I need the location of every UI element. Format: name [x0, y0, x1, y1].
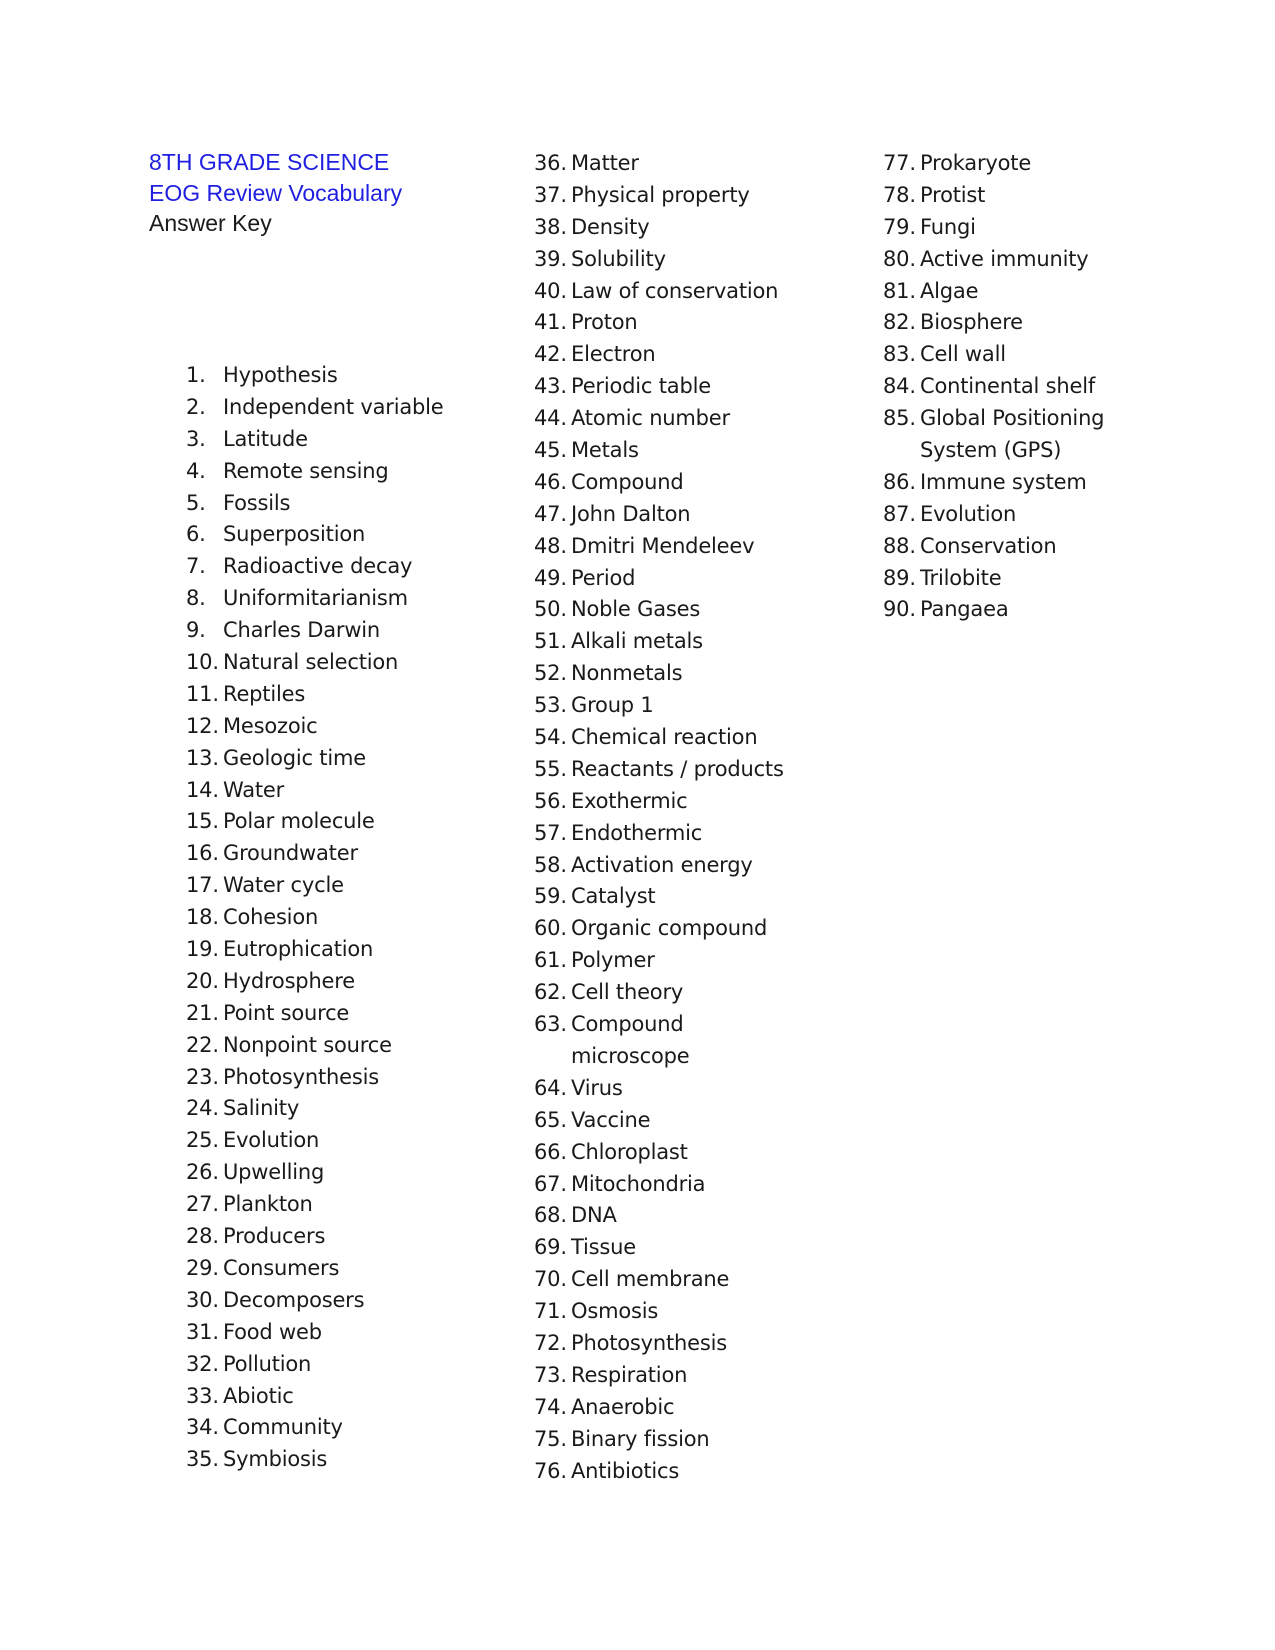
vocab-number: 40. [534, 278, 567, 303]
vocab-item [534, 1232, 784, 1264]
vocab-item [534, 1073, 784, 1105]
vocab-item [186, 583, 444, 615]
vocab-number: 52. [534, 661, 567, 686]
vocab-item [186, 1317, 444, 1349]
vocab-item [186, 551, 444, 583]
vocab-number: 29. [186, 1255, 219, 1280]
vocab-item [534, 1264, 784, 1296]
vocab-item [883, 212, 1104, 244]
vocab-number: 70. [534, 1267, 567, 1292]
vocab-number: 69. [534, 1235, 567, 1260]
vocab-term: Active immunity [920, 246, 1089, 271]
vocab-item [534, 1328, 784, 1360]
vocab-number: 86. [883, 469, 916, 494]
vocab-term: Periodic table [571, 374, 711, 399]
vocab-number: 7. [186, 554, 206, 579]
vocab-number: 5. [186, 490, 206, 515]
vocab-number: 56. [534, 788, 567, 813]
vocab-term: Metals [571, 438, 639, 463]
vocab-item [534, 1169, 784, 1201]
vocab-number: 17. [186, 873, 219, 898]
vocab-number: 42. [534, 342, 567, 367]
vocab-item [186, 1093, 444, 1125]
vocab-term: Decomposers [223, 1287, 365, 1312]
vocab-item [186, 679, 444, 711]
vocab-number: 62. [534, 980, 567, 1005]
vocab-number: 10. [186, 650, 219, 675]
vocab-term: Chemical reaction [571, 725, 758, 750]
vocab-item [883, 371, 1104, 403]
vocab-item [186, 838, 444, 870]
vocab-item [883, 148, 1104, 180]
vocab-number: 12. [186, 713, 219, 738]
vocab-number: 58. [534, 852, 567, 877]
vocab-number: 28. [186, 1224, 219, 1249]
vocab-term: Symbiosis [223, 1447, 328, 1472]
vocab-term: Reactants / products [571, 756, 784, 781]
vocab-number: 4. [186, 458, 206, 483]
vocab-number: 21. [186, 1000, 219, 1025]
vocab-term: Upwelling [223, 1160, 325, 1185]
vocab-term: Natural selection [223, 650, 399, 675]
vocab-item [186, 1444, 444, 1476]
vocab-term: Radioactive decay [223, 554, 413, 579]
vocab-item [186, 902, 444, 934]
vocab-item [186, 934, 444, 966]
vocab-term: Cell membrane [571, 1267, 730, 1292]
vocab-item [534, 786, 784, 818]
vocab-term: Latitude [223, 426, 308, 451]
vocab-term: Physical property [571, 182, 750, 207]
vocab-number: 30. [186, 1287, 219, 1312]
title-grade: 8TH GRADE SCIENCE [149, 149, 390, 175]
vocab-item [186, 806, 444, 838]
vocab-number: 50. [534, 597, 567, 622]
vocab-term: Immune system [920, 469, 1087, 494]
vocab-term: Reptiles [223, 681, 306, 706]
vocab-item [883, 499, 1104, 531]
vocab-term: Fungi [920, 214, 976, 239]
vocab-number: 37. [534, 182, 567, 207]
vocab-item [534, 435, 784, 467]
vocab-term: Atomic number [571, 406, 730, 431]
vocab-term: Binary fission [571, 1426, 710, 1451]
vocab-number: 3. [186, 426, 206, 451]
vocab-number: 8. [186, 586, 206, 611]
vocab-item [534, 1424, 784, 1456]
vocab-item [534, 850, 784, 882]
vocab-number: 53. [534, 693, 567, 718]
vocab-term: John Dalton [571, 501, 691, 526]
vocab-number: 14. [186, 777, 219, 802]
vocab-term: Cell wall [920, 342, 1006, 367]
vocab-item [534, 754, 784, 786]
vocab-number: 51. [534, 629, 567, 654]
vocab-item [883, 594, 1104, 626]
vocab-term: Biosphere [920, 310, 1023, 335]
vocab-term: Food web [223, 1319, 322, 1344]
vocab-term: Hydrosphere [223, 968, 355, 993]
vocab-term: Compound [571, 1012, 684, 1037]
vocab-number: 34. [186, 1415, 219, 1440]
vocab-number: 88. [883, 533, 916, 558]
vocab-number: 63. [534, 1012, 567, 1037]
vocab-item [534, 1296, 784, 1328]
vocab-item [883, 467, 1104, 499]
vocab-number: 20. [186, 968, 219, 993]
vocab-number: 45. [534, 438, 567, 463]
vocab-number: 35. [186, 1447, 219, 1472]
vocab-term: Respiration [571, 1362, 688, 1387]
vocab-term: Eutrophication [223, 937, 374, 962]
vocab-number: 23. [186, 1064, 219, 1089]
title-subject: EOG Review Vocabulary [149, 180, 403, 206]
vocab-number: 26. [186, 1160, 219, 1185]
vocab-number: 41. [534, 310, 567, 335]
vocab-number: 80. [883, 246, 916, 271]
vocab-item [186, 1062, 444, 1094]
vocab-item [534, 977, 784, 1009]
vocab-term: Polar molecule [223, 809, 375, 834]
vocab-term: Protist [920, 182, 986, 207]
vocab-term: Salinity [223, 1096, 300, 1121]
vocab-item [186, 1412, 444, 1444]
vocab-number: 64. [534, 1075, 567, 1100]
vocab-number: 18. [186, 905, 219, 930]
vocab-number: 61. [534, 948, 567, 973]
vocab-number: 48. [534, 533, 567, 558]
vocab-term: Density [571, 214, 650, 239]
vocab-term: Law of conservation [571, 278, 779, 303]
vocab-term: microscope [571, 1043, 690, 1068]
vocab-number: 36. [534, 151, 567, 175]
vocab-item [186, 1381, 444, 1413]
vocab-term: System (GPS) [920, 438, 1062, 463]
vocab-item [534, 1392, 784, 1424]
vocab-term: Geologic time [223, 745, 366, 770]
vocab-number: 57. [534, 820, 567, 845]
vocab-item [186, 1157, 444, 1189]
vocab-item [534, 1105, 784, 1137]
vocab-item [534, 594, 784, 626]
vocab-term: DNA [571, 1203, 617, 1228]
vocab-term: Water [223, 777, 285, 802]
vocab-item [883, 563, 1104, 595]
vocab-term: Algae [920, 278, 979, 303]
vocab-item [534, 658, 784, 690]
vocab-number: 89. [883, 565, 916, 590]
vocab-term: Pollution [223, 1351, 312, 1376]
vocab-term: Uniformitarianism [223, 586, 408, 611]
vocab-number: 73. [534, 1362, 567, 1387]
vocab-term: Community [223, 1415, 343, 1440]
vocab-number: 43. [534, 374, 567, 399]
vocab-term: Organic compound [571, 916, 768, 941]
vocab-term: Matter [571, 151, 639, 175]
vocab-term: Plankton [223, 1192, 313, 1217]
vocab-number: 71. [534, 1299, 567, 1324]
vocab-number: 15. [186, 809, 219, 834]
vocab-term: Virus [571, 1075, 623, 1100]
vocab-item [534, 1009, 784, 1041]
vocab-item [186, 711, 444, 743]
vocab-term: Antibiotics [571, 1458, 680, 1483]
vocab-number: 47. [534, 501, 567, 526]
vocab-item [534, 307, 784, 339]
vocab-item [534, 212, 784, 244]
vocab-term: Pangaea [920, 597, 1009, 622]
vocab-term: Water cycle [223, 873, 344, 898]
vocab-term: Compound [571, 469, 684, 494]
vocab-term: Group 1 [571, 693, 654, 718]
vocab-item [534, 339, 784, 371]
vocab-number: 38. [534, 214, 567, 239]
vocab-number: 33. [186, 1383, 219, 1408]
vocab-number: 9. [186, 618, 206, 643]
vocab-term: Dmitri Mendeleev [571, 533, 755, 558]
vocab-column-2 [534, 148, 784, 1487]
vocab-number: 44. [534, 406, 567, 431]
vocab-item [534, 499, 784, 531]
vocab-item [534, 818, 784, 850]
vocab-number: 19. [186, 937, 219, 962]
vocab-item [534, 371, 784, 403]
vocab-term: Charles Darwin [223, 618, 381, 643]
vocab-term: Photosynthesis [223, 1064, 379, 1089]
vocab-number: 60. [534, 916, 567, 941]
vocab-item [186, 1285, 444, 1317]
vocab-item [534, 881, 784, 913]
vocab-item [186, 615, 444, 647]
vocab-number: 2. [186, 394, 206, 419]
vocab-number: 16. [186, 841, 219, 866]
vocab-term: Catalyst [571, 884, 656, 909]
vocab-item [883, 180, 1104, 212]
vocab-item [534, 276, 784, 308]
vocab-number: 79. [883, 214, 916, 239]
vocab-number: 59. [534, 884, 567, 909]
title-answer-key: Answer Key [149, 210, 272, 236]
vocab-item [534, 1137, 784, 1169]
vocab-item [186, 392, 444, 424]
vocab-term: Producers [223, 1224, 326, 1249]
vocab-term: Evolution [223, 1128, 320, 1153]
vocab-item [534, 180, 784, 212]
vocab-number: 49. [534, 565, 567, 590]
vocab-number: 68. [534, 1203, 567, 1228]
vocab-number: 27. [186, 1192, 219, 1217]
vocab-number: 31. [186, 1319, 219, 1344]
vocab-number: 39. [534, 246, 567, 271]
vocab-item [534, 403, 784, 435]
vocab-item [186, 870, 444, 902]
vocab-number: 24. [186, 1096, 219, 1121]
vocab-number: 90. [883, 597, 916, 622]
vocab-item [534, 690, 784, 722]
vocab-term: Hypothesis [223, 363, 338, 387]
vocab-number: 76. [534, 1458, 567, 1483]
vocab-item [186, 360, 444, 392]
vocab-item [534, 1200, 784, 1232]
vocab-item [186, 424, 444, 456]
vocab-term: Polymer [571, 948, 655, 973]
vocab-item [186, 966, 444, 998]
vocab-item [186, 1189, 444, 1221]
vocab-term: Anaerobic [571, 1394, 675, 1419]
vocab-number: 67. [534, 1171, 567, 1196]
vocab-number: 54. [534, 725, 567, 750]
vocab-number: 6. [186, 522, 206, 547]
vocab-term: Noble Gases [571, 597, 701, 622]
vocab-item [186, 1349, 444, 1381]
vocab-number: 78. [883, 182, 916, 207]
vocab-term: Prokaryote [920, 151, 1032, 175]
vocab-item [883, 244, 1104, 276]
vocab-term: Chloroplast [571, 1139, 688, 1164]
vocab-item [534, 626, 784, 658]
vocab-term: Consumers [223, 1255, 340, 1280]
vocab-term: Mitochondria [571, 1171, 706, 1196]
vocab-item [186, 1221, 444, 1253]
vocab-item [883, 339, 1104, 371]
vocab-term: Point source [223, 1000, 350, 1025]
vocab-number: 72. [534, 1330, 567, 1355]
vocab-term: Activation energy [571, 852, 753, 877]
vocab-number: 83. [883, 342, 916, 367]
vocab-term: Fossils [223, 490, 291, 515]
vocab-term: Global Positioning [920, 406, 1105, 431]
vocab-item [883, 307, 1104, 339]
vocab-term: Alkali metals [571, 629, 703, 654]
vocab-item [186, 1253, 444, 1285]
vocab-item [534, 1456, 784, 1488]
vocab-term: Tissue [571, 1235, 636, 1260]
vocab-term: Vaccine [571, 1107, 651, 1132]
vocab-item [534, 1360, 784, 1392]
vocab-number: 22. [186, 1032, 219, 1057]
vocab-term: Solubility [571, 246, 666, 271]
vocab-item [186, 775, 444, 807]
vocab-item [883, 435, 1104, 467]
vocab-item [186, 743, 444, 775]
vocab-item [883, 531, 1104, 563]
vocab-item [534, 913, 784, 945]
vocab-item [186, 1125, 444, 1157]
vocab-term: Cell theory [571, 980, 684, 1005]
vocab-item [534, 722, 784, 754]
vocab-term: Superposition [223, 522, 366, 547]
vocab-item [186, 519, 444, 551]
vocab-column-1 [186, 360, 444, 1476]
vocab-term: Nonmetals [571, 661, 683, 686]
vocab-column-3 [883, 148, 1104, 626]
vocab-item [186, 488, 444, 520]
vocab-term: Groundwater [223, 841, 358, 866]
vocab-term: Continental shelf [920, 374, 1096, 399]
vocab-number: 81. [883, 278, 916, 303]
vocab-item [534, 531, 784, 563]
vocab-term: Conservation [920, 533, 1057, 558]
vocab-item [534, 148, 784, 180]
vocab-number: 46. [534, 469, 567, 494]
vocab-item [534, 563, 784, 595]
vocab-term: Exothermic [571, 788, 688, 813]
vocab-item [186, 998, 444, 1030]
vocab-term: Trilobite [920, 565, 1002, 590]
vocab-number: 65. [534, 1107, 567, 1132]
vocab-item [534, 467, 784, 499]
vocab-term: Photosynthesis [571, 1330, 727, 1355]
vocab-item [186, 647, 444, 679]
vocab-item [186, 1030, 444, 1062]
vocab-term: Evolution [920, 501, 1017, 526]
vocab-number: 85. [883, 406, 916, 431]
vocab-number: 87. [883, 501, 916, 526]
vocab-term: Mesozoic [223, 713, 318, 738]
vocab-number: 75. [534, 1426, 567, 1451]
vocab-number: 11. [186, 681, 219, 706]
vocab-number: 13. [186, 745, 219, 770]
vocab-term: Period [571, 565, 636, 590]
vocab-number: 55. [534, 756, 567, 781]
vocab-item [534, 244, 784, 276]
vocab-term: Independent variable [223, 394, 444, 419]
vocab-term: Cohesion [223, 905, 319, 930]
document-header [149, 147, 402, 238]
vocab-term: Electron [571, 342, 656, 367]
vocab-number: 82. [883, 310, 916, 335]
vocab-term: Remote sensing [223, 458, 389, 483]
vocab-item [534, 945, 784, 977]
vocab-number: 77. [883, 151, 916, 175]
vocab-item [883, 276, 1104, 308]
vocab-item [534, 1041, 784, 1073]
vocab-number: 74. [534, 1394, 567, 1419]
vocab-item [883, 403, 1104, 435]
vocab-number: 25. [186, 1128, 219, 1153]
vocab-term: Proton [571, 310, 638, 335]
vocab-term: Osmosis [571, 1299, 659, 1324]
vocab-term: Nonpoint source [223, 1032, 392, 1057]
vocab-number: 66. [534, 1139, 567, 1164]
vocab-term: Abiotic [223, 1383, 294, 1408]
vocab-number: 32. [186, 1351, 219, 1376]
vocab-number: 1. [186, 363, 206, 387]
vocab-number: 84. [883, 374, 916, 399]
vocab-item [186, 456, 444, 488]
vocab-term: Endothermic [571, 820, 703, 845]
